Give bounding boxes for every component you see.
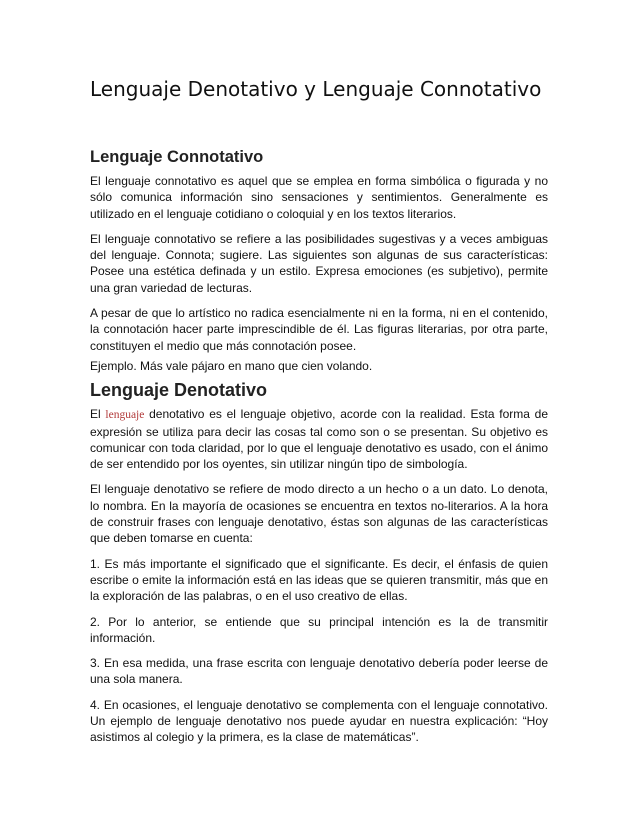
- list-item: 2. Por lo anterior, se entiende que su principal intención es la de transmitir información.: [90, 614, 548, 645]
- document-title: Lenguaje Denotativo y Lenguaje Connotativo: [90, 77, 542, 101]
- paragraph: El lenguaje connotativo es aquel que se emplea en forma simbólica o figurada y no sólo comunica información sino sensaciones y sentimientos. Generalmente es utilizado en el lenguaje cotidiano o coloquial y en los textos literarios.: [90, 174, 548, 221]
- section-connotativo: [90, 146, 548, 374]
- section-heading-connotativo: Lenguaje Connotativo: [90, 148, 264, 166]
- list-item: 1. Es más importante el significado que el significante. Es decir, el énfasis de quien escribe o emite la información está en las ideas que se quieren transmitir, más que en la exploración de las palabras, o en el uso creativo de ellas.: [90, 556, 548, 604]
- section-denotativo: [90, 378, 548, 745]
- section-heading-denotativo: Lenguaje Denotativo: [90, 380, 268, 401]
- paragraph: El lenguaje connotativo se refiere a las posibilidades sugestivas y a veces ambiguas del lenguaje. Connota; sugiere. Las siguientes son algunas de sus características: Posee una estética definada y un estilo. Expresa emociones (es subjetivo), permite una gran variedad de lecturas.: [90, 231, 548, 295]
- paragraph-rest: denotativo es el lenguaje objetivo, acorde con la realidad. Esta forma de expresión se utiliza para decir las cosas tal como son o se presentan. Su objetivo es comunicar con toda claridad, por lo que el lenguaje denotativo es usado, con el ánimo de ser entendido por los oyentes, sin utilizar ningún tipo de simbología.: [90, 407, 548, 472]
- example-paragraph: Ejemplo. Más vale pájaro en mano que cien volando.: [90, 358, 373, 373]
- lenguaje-link[interactable]: lenguaje: [105, 409, 145, 422]
- document-body: [90, 146, 548, 755]
- paragraph: A pesar de que lo artístico no radica esencialmente ni en la forma, ni en el contenido, la connotación hacer parte imprescindible de él. Las figuras literarias, por otra parte, constituyen el medio que más connotación posee.: [90, 306, 548, 353]
- list-item: 3. En esa medida, una frase escrita con lenguaje denotativo debería poder leerse de una sola manera.: [90, 656, 548, 687]
- list-item: 4. En ocasiones, el lenguaje denotativo se complementa con el lenguaje connotativo. Un ejemplo de lenguaje denotativo nos puede ayudar en nuestra explicación: “Hoy asistimos al colegio y la primera, es la clase de matemáticas”.: [90, 697, 548, 745]
- paragraph-start: El: [90, 407, 101, 422]
- paragraph: [90, 406, 548, 472]
- paragraph: El lenguaje denotativo se refiere de modo directo a un hecho o a un dato. Lo denota, lo nombra. En la mayoría de ocasiones se encuentra en textos no-literarios. A la hora de construir frases con lenguaje denotativo, éstas son algunas de las características que deben tomarse en cuenta:: [90, 482, 548, 546]
